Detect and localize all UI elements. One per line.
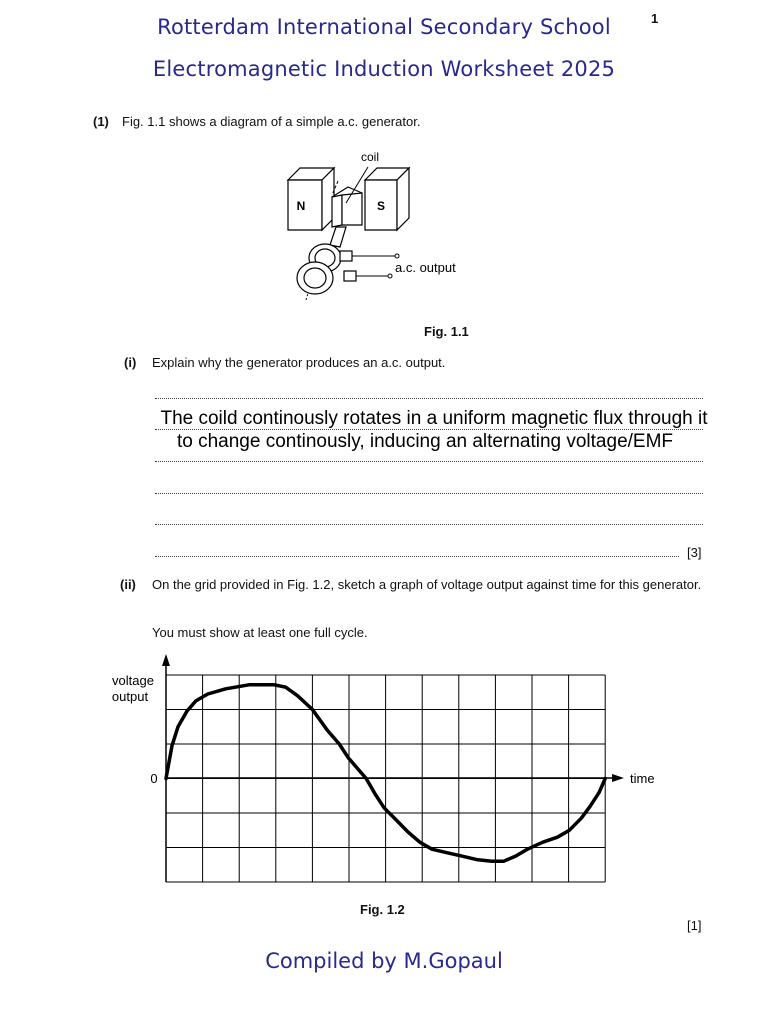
- school-name: Rotterdam International Secondary School: [157, 15, 611, 39]
- north-label: N: [296, 199, 306, 213]
- question-number: (1): [93, 114, 109, 129]
- handwritten-answer-line1: The coild continously rotates in a uniform magnetic flux through it: [160, 408, 708, 429]
- part-i-question: Explain why the generator produces an a.c. output.: [152, 355, 446, 370]
- part-ii-marks: [1]: [687, 918, 702, 933]
- voltage-time-graph: [100, 650, 700, 890]
- handwritten-answer-line2: to change continously, inducing an alternating voltage/EMF: [176, 431, 674, 452]
- answer-line: [155, 524, 703, 525]
- answer-line: [155, 556, 679, 557]
- part-i-marks: [3]: [687, 545, 702, 560]
- x-axis-label: time: [630, 771, 655, 786]
- y-axis-arrow: [162, 654, 170, 666]
- y-axis-label-line2: output: [111, 689, 149, 704]
- answer-line: [155, 493, 703, 494]
- worksheet-title: Electromagnetic Induction Worksheet 2025: [152, 57, 616, 81]
- figure1-caption: Fig. 1.1: [424, 324, 469, 339]
- ac-output-label: a.c. output: [395, 260, 456, 275]
- y-axis-label-line1: voltage: [112, 673, 154, 688]
- generator-diagram: [270, 145, 510, 310]
- zero-label: 0: [150, 771, 158, 786]
- part-i-number: (i): [124, 355, 137, 370]
- answer-line: [155, 398, 703, 399]
- answer-line: [155, 461, 703, 462]
- x-axis-arrow: [612, 774, 624, 782]
- footer-compiled-by: Compiled by M.Gopaul: [265, 949, 503, 973]
- coil-label: coil: [361, 150, 380, 164]
- figure2-caption: Fig. 1.2: [360, 902, 405, 917]
- part-ii-instruction: You must show at least one full cycle.: [152, 625, 368, 640]
- page-number: 1: [651, 11, 659, 26]
- south-label: S: [376, 199, 386, 213]
- part-ii-number: (ii): [120, 577, 136, 592]
- part-ii-question: On the grid provided in Fig. 1.2, sketch a graph of voltage output against time for this generator.: [152, 577, 702, 592]
- question-intro: Fig. 1.1 shows a diagram of a simple a.c. generator.: [122, 114, 421, 129]
